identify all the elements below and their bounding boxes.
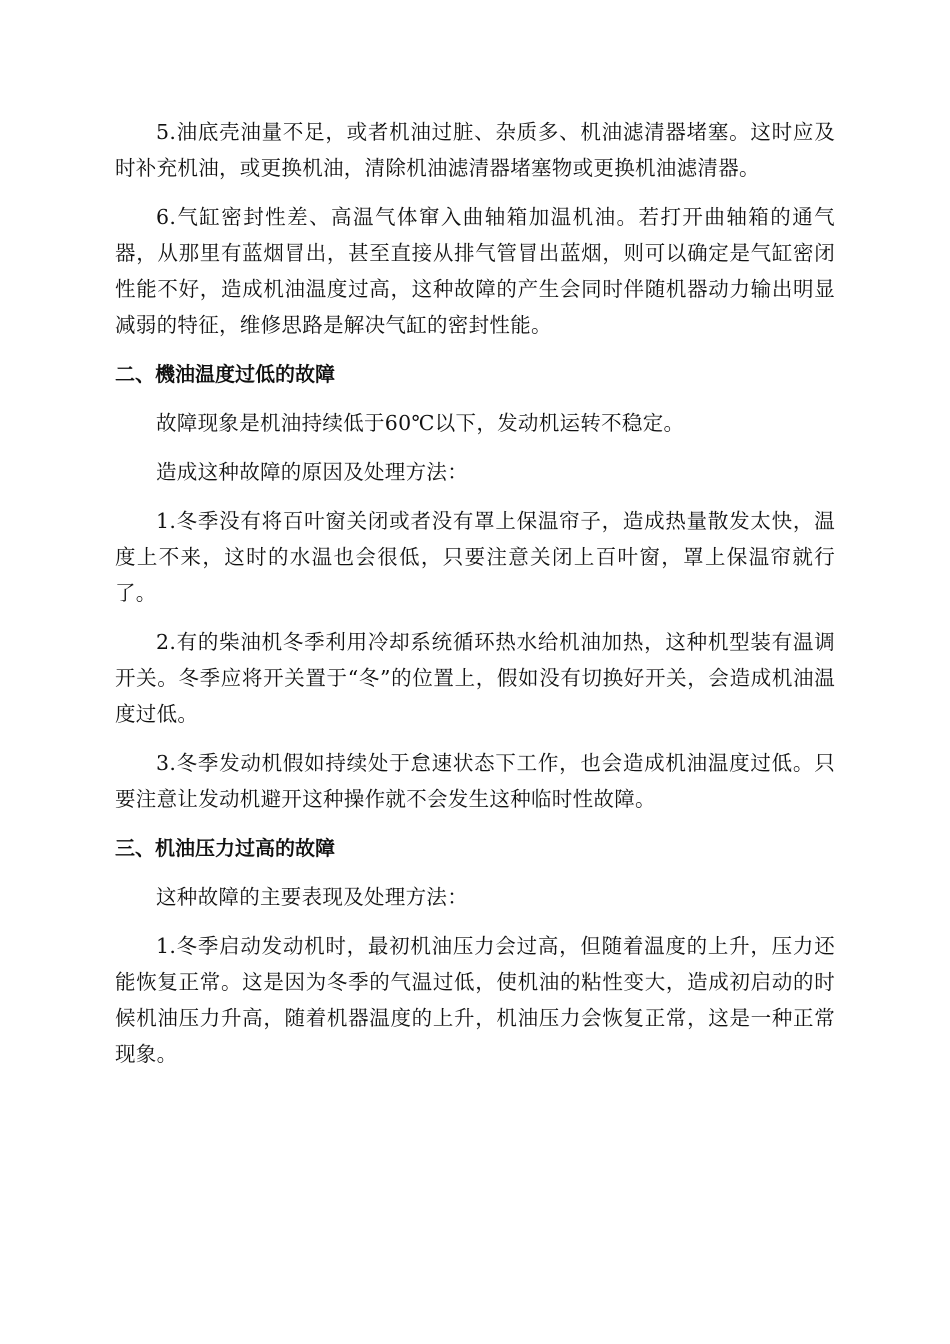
paragraph-winter-start: 1.冬季启动发动机时，最初机油压力会过高，但随着温度的上升，压力还能恢复正常。这是因为冬季的气温过低，使机油的粘性变大，造成初启动的时候机油压力升高，随着机器温度的上升，机油压力会恢复正常，这是一种正常现象。 (115, 934, 835, 1066)
paragraph-thermo-switch: 2.有的柴油机冬季利用冷却系统循环热水给机油加热，这种机型装有温调开关。冬季应将开关置于“冬”的位置上，假如没有切换好开关，会造成机油温度过低。 (115, 630, 835, 726)
paragraph-pressure-intro: 这种故障的主要表现及处理方法： (156, 885, 468, 909)
section-heading-high-oil-pressure: 三、机油压力过高的故障 (115, 836, 335, 860)
paragraph-shutter-cause: 1.冬季没有将百叶窗关闭或者没有罩上保温帘子，造成热量散发太快，温度上不来，这时的水温也会很低，只要注意关闭上百叶窗，罩上保温帘就行了。 (115, 509, 835, 605)
document-body (115, 114, 835, 1072)
paragraph-low-oil-level: 5.油底壳油量不足，或者机油过脏、杂质多、机油滤清器堵塞。这时应及时补充机油，或更换机油，清除机油滤清器堵塞物或更换机油滤清器。 (115, 120, 835, 180)
section-heading-low-oil-temp: 二、機油温度过低的故障 (115, 362, 335, 386)
paragraph-cylinder-seal: 6.气缸密封性差、高温气体窜入曲轴箱加温机油。若打开曲轴箱的通气器，从那里有蓝烟冒出，甚至直接从排气管冒出蓝烟，则可以确定是气缸密闭性能不好，造成机油温度过高，这种故障的产生会同时伴随机器动力输出明显减弱的特征，维修思路是解决气缸的密封性能。 (115, 205, 835, 337)
paragraph-causes-intro: 造成这种故障的原因及处理方法： (156, 460, 468, 484)
paragraph-low-temp-symptom: 故障现象是机油持续低于60℃以下，发动机运转不稳定。 (156, 411, 685, 435)
paragraph-idle-operation: 3.冬季发动机假如持续处于怠速状态下工作，也会造成机油温度过低。只要注意让发动机避开这种操作就不会发生这种临时性故障。 (115, 751, 835, 811)
